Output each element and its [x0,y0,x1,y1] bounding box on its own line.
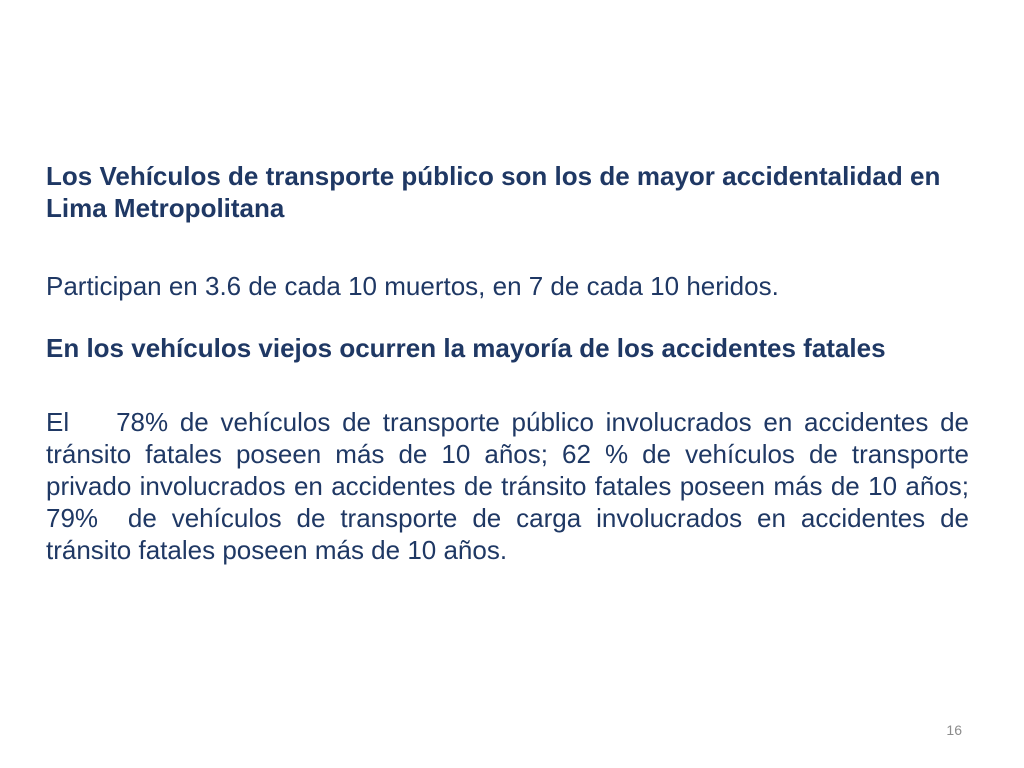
page-number: 16 [946,722,962,738]
heading-paragraph: Los Vehículos de transporte público son los de mayor accidentalidad en Lima Metropolitana [46,161,941,223]
participation-paragraph: Participan en 3.6 de cada 10 muertos, en 7 de cada 10 heridos. [46,271,779,301]
statistics-paragraph: El 78% de vehículos de transporte público involucrados en accidentes de tránsito fatales poseen más de 10 años; 62 % de vehículos de transporte privado involucrados en accidentes de tránsito fatales poseen más de 10 años; 79% de vehículos de transporte de carga involucrados en accidentes de tránsito fatales poseen más de 10 años. [46,407,977,565]
slide-body [46,160,977,566]
old-vehicles-paragraph: En los vehículos viejos ocurren la mayoría de los accidentes fatales [46,333,886,363]
